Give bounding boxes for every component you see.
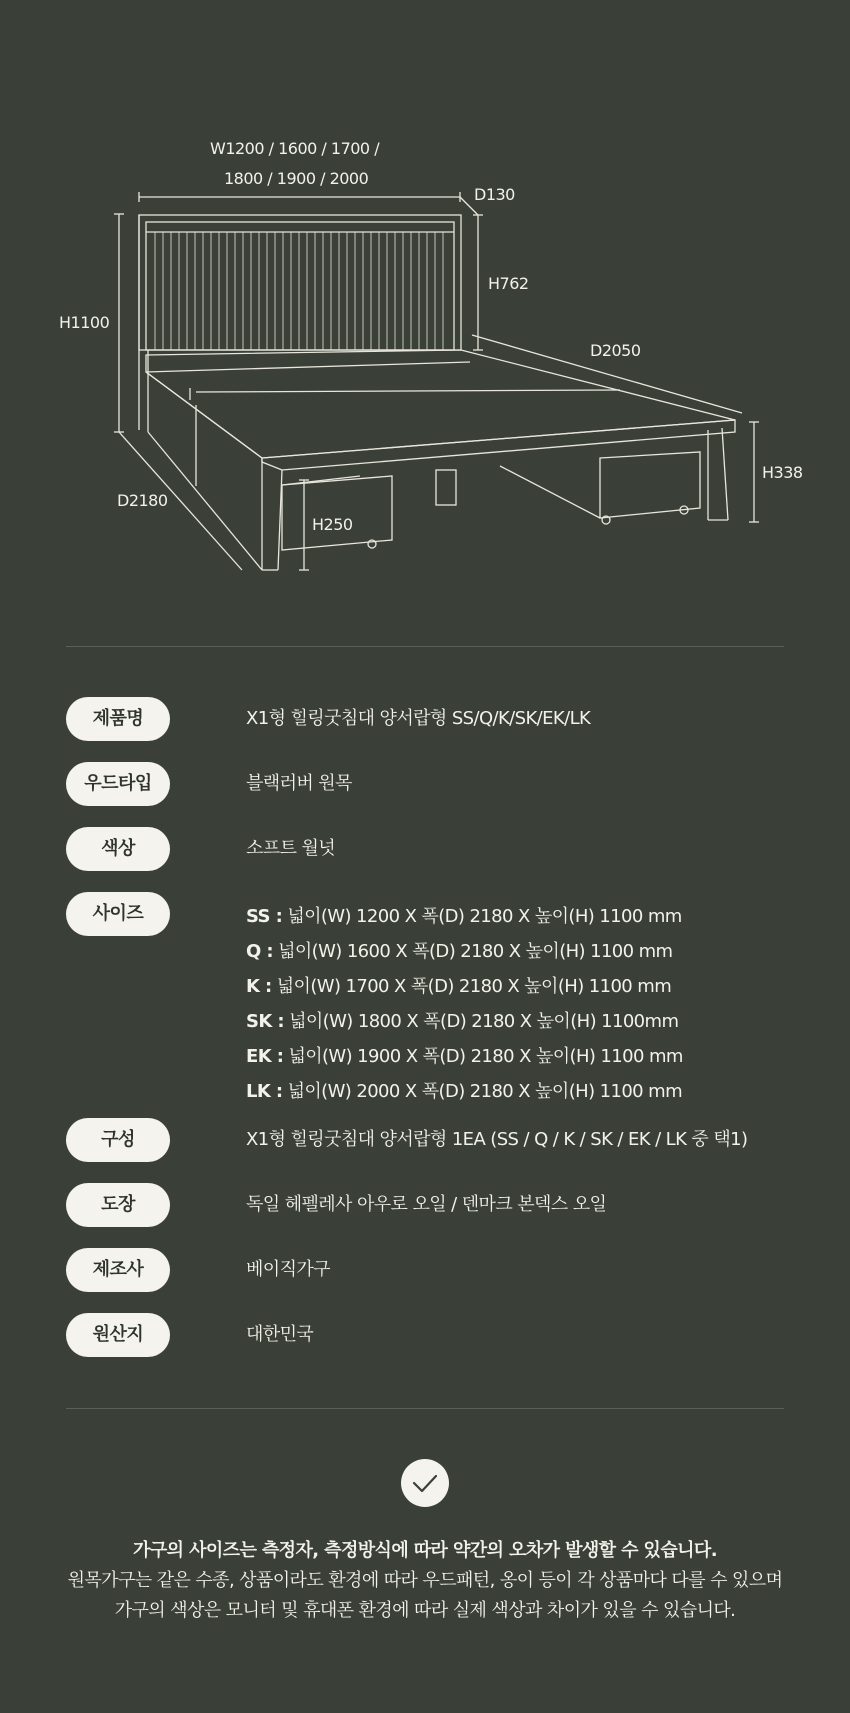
spec-value-wood-type: 블랙러버 원목 xyxy=(246,773,352,794)
spec-label-color: 색상 xyxy=(66,827,170,871)
width-label-line1: W1200 / 1600 / 1700 / xyxy=(210,139,380,158)
size-line-ss xyxy=(246,902,682,928)
width-label-line2: 1800 / 1900 / 2000 xyxy=(224,169,369,188)
size-code: LK : xyxy=(246,1081,283,1102)
size-code: EK : xyxy=(246,1046,284,1067)
d2050-label: D2050 xyxy=(590,341,641,360)
size-line-lk xyxy=(246,1077,682,1103)
notice-headline: 가구의 사이즈는 측정자, 측정방식에 따라 약간의 오차가 발생할 수 있습니다. xyxy=(133,1540,717,1561)
h762-label: H762 xyxy=(488,274,529,293)
spec-row-size xyxy=(66,892,826,1102)
d2180-label: D2180 xyxy=(117,491,168,510)
check-icon xyxy=(401,1459,449,1507)
size-text: 넓이(W) 1200 X 폭(D) 2180 X 높이(H) 1100 mm xyxy=(287,906,682,927)
size-text: 넓이(W) 1600 X 폭(D) 2180 X 높이(H) 1100 mm xyxy=(278,941,673,962)
spec-label-composition: 구성 xyxy=(66,1118,170,1162)
size-text: 넓이(W) 2000 X 폭(D) 2180 X 높이(H) 1100 mm xyxy=(287,1081,683,1102)
spec-value-origin: 대한민국 xyxy=(246,1324,314,1345)
notice-line-3: 가구의 색상은 모니터 및 휴대폰 환경에 따라 실제 색상과 차이가 있을 수 있습니다. xyxy=(114,1600,736,1621)
size-code: Q : xyxy=(246,941,273,962)
section-divider-bottom xyxy=(66,1408,784,1409)
size-code: K : xyxy=(246,976,272,997)
size-line-sk xyxy=(246,1007,678,1033)
bed-line-drawing xyxy=(0,0,850,600)
size-line-k xyxy=(246,972,671,998)
spec-label-size: 사이즈 xyxy=(66,892,170,936)
d130-label: D130 xyxy=(474,185,515,204)
spec-label-wood-type: 우드타입 xyxy=(66,762,170,806)
h1100-label: H1100 xyxy=(59,313,110,332)
size-code: SS : xyxy=(246,906,283,927)
spec-label-finish: 도장 xyxy=(66,1183,170,1227)
spec-value-color: 소프트 월넛 xyxy=(246,838,336,859)
size-line-q xyxy=(246,937,673,963)
spec-label-origin: 원산지 xyxy=(66,1313,170,1357)
spec-value-composition: X1형 힐링굿침대 양서랍형 1EA (SS / Q / K / SK / EK / LK 중 택1) xyxy=(246,1129,748,1150)
spec-value-finish: 독일 헤펠레사 아우로 오일 / 덴마크 본덱스 오일 xyxy=(246,1194,607,1215)
h338-label: H338 xyxy=(762,463,803,482)
size-line-ek xyxy=(246,1042,683,1068)
section-divider-top xyxy=(66,646,784,647)
size-text: 넓이(W) 1900 X 폭(D) 2180 X 높이(H) 1100 mm xyxy=(288,1046,683,1067)
bed-dimension-diagram xyxy=(0,0,850,600)
spec-label-product-name: 제품명 xyxy=(66,697,170,741)
size-code: SK : xyxy=(246,1011,284,1032)
spec-value-product-name: X1형 힐링굿침대 양서랍형 SS/Q/K/SK/EK/LK xyxy=(246,708,591,729)
spec-label-manufacturer: 제조사 xyxy=(66,1248,170,1292)
h250-label: H250 xyxy=(312,515,353,534)
notice-line-2: 원목가구는 같은 수종, 상품이라도 환경에 따라 우드패턴, 옹이 등이 각 상품마다 다를 수 있으며 xyxy=(67,1570,783,1591)
size-text: 넓이(W) 1700 X 폭(D) 2180 X 높이(H) 1100 mm xyxy=(276,976,672,997)
size-text: 넓이(W) 1800 X 폭(D) 2180 X 높이(H) 1100mm xyxy=(289,1011,679,1032)
spec-value-manufacturer: 베이직가구 xyxy=(246,1259,330,1280)
